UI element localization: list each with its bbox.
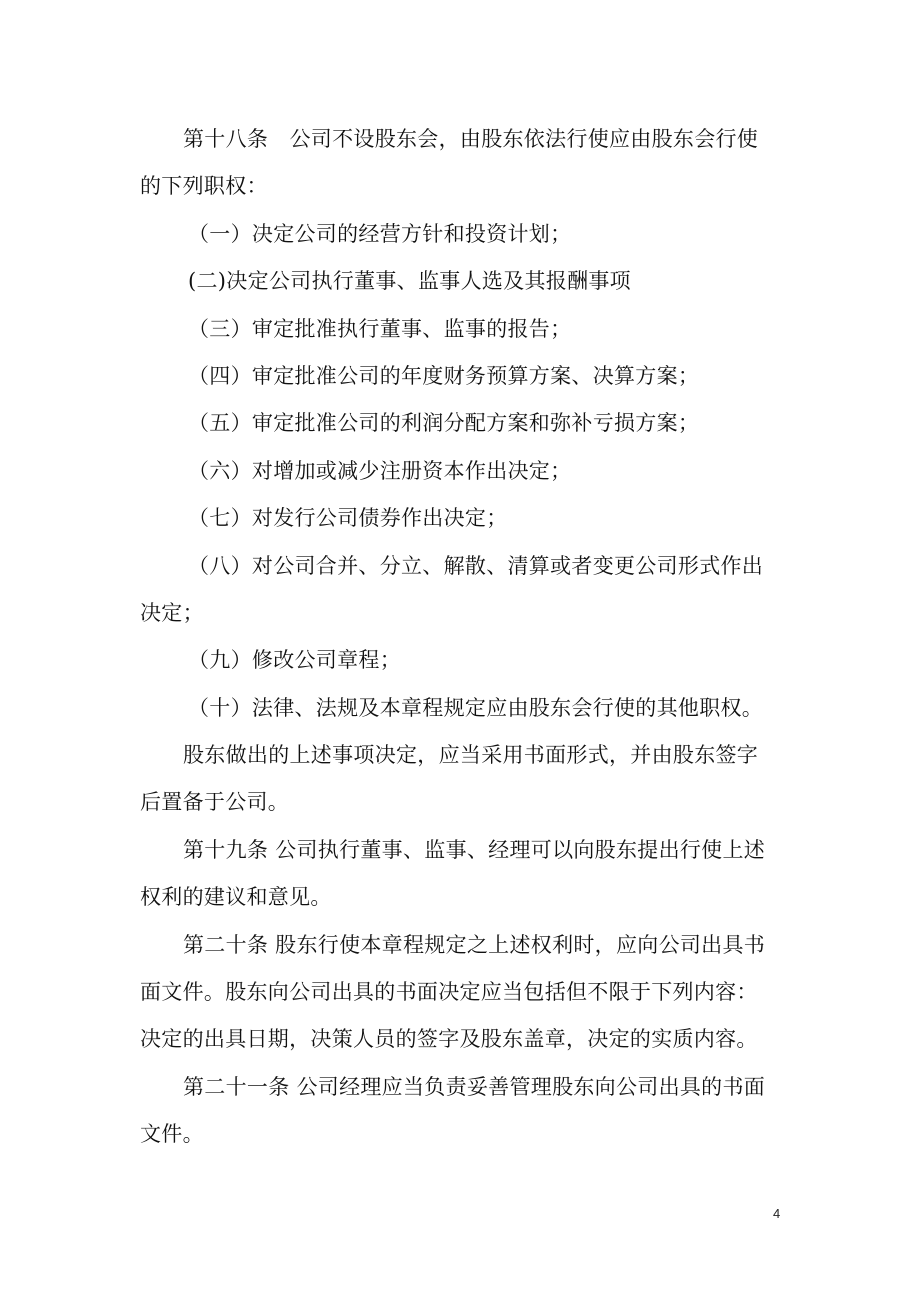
shareholder-decision-line-2: 后置备于公司。	[140, 790, 290, 815]
shareholder-decision-line-1: 股东做出的上述事项决定，应当采用书面形式，并由股东签字	[183, 743, 759, 768]
article-21-line-1: 第二十一条 公司经理应当负责妥善管理股东向公司出具的书面	[183, 1074, 766, 1099]
article-18-item-8-line-1: （八）对公司合并、分立、解散、清算或者变更公司形式作出	[188, 553, 764, 578]
article-18-item-2: (二)决定公司执行董事、监事人选及其报酬事项	[188, 269, 631, 294]
article-18-item-4: （四）审定批准公司的年度财务预算方案、决算方案；	[188, 363, 700, 388]
document-body	[140, 116, 790, 1159]
article-18-line-1: 第十八条 公司不设股东会，由股东依法行使应由股东会行使	[183, 127, 759, 151]
article-21-line-2: 文件。	[140, 1122, 204, 1147]
article-20-line-3: 决定的出具日期，决策人员的签字及股东盖章，决定的实质内容。	[140, 1027, 758, 1052]
article-19-line-2: 权利的建议和意见。	[140, 885, 332, 910]
article-18-item-3: （三）审定批准执行董事、监事的报告；	[188, 316, 572, 341]
article-18-item-10: （十）法律、法规及本章程规定应由股东会行使的其他职权。	[188, 695, 764, 720]
article-18-line-2: 的下列职权：	[140, 174, 268, 199]
article-18-item-9: （九）修改公司章程；	[188, 648, 401, 673]
article-18-item-5: （五）审定批准公司的利润分配方案和弥补亏损方案；	[188, 411, 700, 436]
article-18-item-6: （六）对增加或减少注册资本作出决定；	[188, 458, 572, 483]
article-20-line-1: 第二十条 股东行使本章程规定之上述权利时，应向公司出具书	[183, 932, 766, 957]
article-18-item-8-line-2: 决定；	[140, 600, 204, 625]
article-18-item-7: （七）对发行公司债券作出决定；	[188, 506, 508, 531]
article-19-line-1: 第十九条 公司执行董事、监事、经理可以向股东提出行使上述	[183, 837, 766, 862]
article-18-item-1: （一）决定公司的经营方针和投资计划；	[188, 221, 572, 246]
page-number: 4	[773, 1206, 781, 1221]
article-20-line-2: 面文件。股东向公司出具的书面决定应当包括但不限于下列内容：	[140, 980, 758, 1005]
